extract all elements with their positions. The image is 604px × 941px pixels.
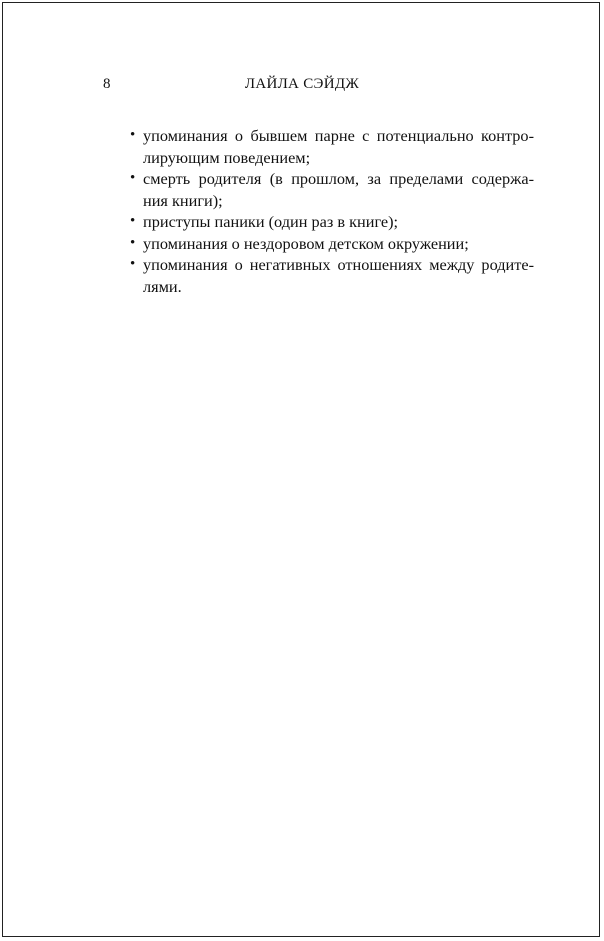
- list-item: [130, 211, 534, 233]
- list-item-line: смерть родителя (в прошлом, за пределами содержа-: [143, 169, 534, 188]
- list-item-line: ния книги);: [143, 190, 223, 210]
- list-item-line: лирующим поведением;: [143, 147, 311, 167]
- page-number: 8: [103, 76, 111, 92]
- bullet-icon: •: [130, 256, 136, 272]
- bullet-icon: •: [130, 127, 136, 143]
- running-title: ЛАЙЛА СЭЙДЖ: [244, 76, 360, 92]
- list-item-line: упоминания о негативных отношениях между родите-: [143, 255, 534, 274]
- list-item: [130, 168, 534, 211]
- bullet-icon: •: [130, 170, 136, 186]
- list-item-line: лями.: [143, 276, 182, 296]
- content-warning-list: [130, 125, 534, 297]
- bullet-icon: •: [130, 213, 136, 229]
- list-item-line: приступы паники (один раз в книге);: [143, 212, 399, 231]
- bullet-icon: •: [130, 234, 136, 251]
- list-item: [130, 125, 534, 168]
- list-item: [130, 233, 534, 255]
- list-item-line: упоминания о нездоровом детском окружении;: [143, 233, 469, 253]
- list-item: [130, 254, 534, 297]
- list-item-line: упоминания о бывшем парне с потенциально контро-: [143, 126, 534, 145]
